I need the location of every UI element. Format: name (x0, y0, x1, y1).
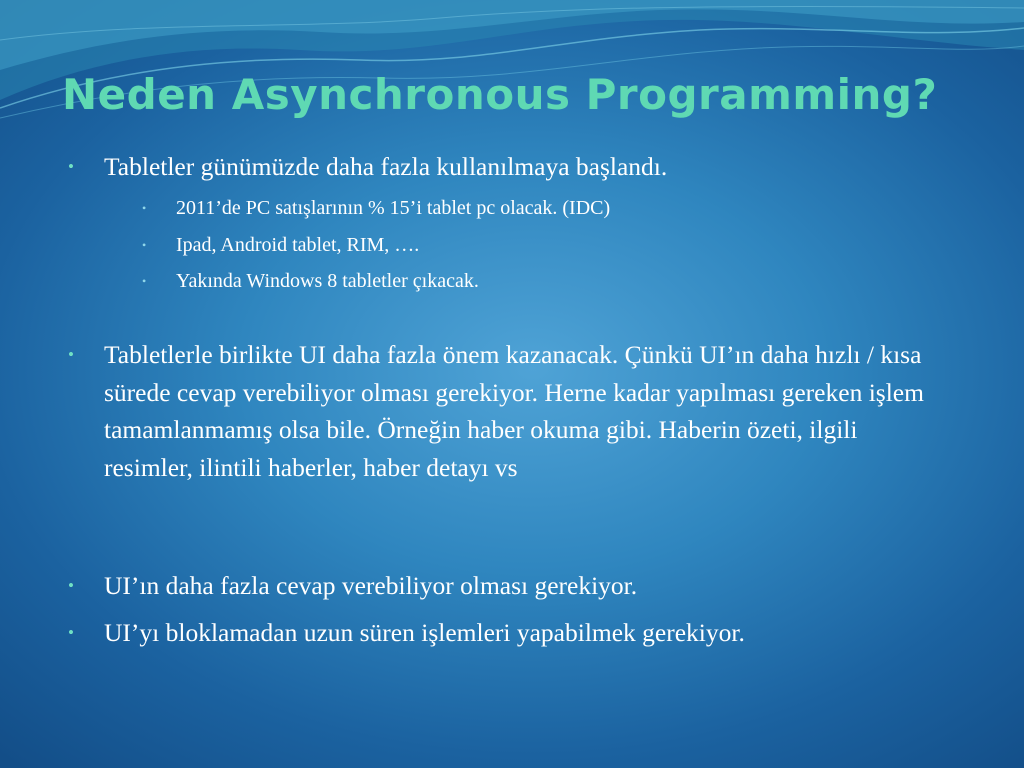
sub-bullet-item (142, 194, 936, 222)
sub-bullet-marker-icon: • (142, 201, 147, 215)
bullet-item (68, 336, 944, 486)
bullet-text: UI’ın daha fazla cevap verebiliyor olması gerekiyor. (104, 571, 638, 600)
bullet-text: Tabletler günümüzde daha fazla kullanılmaya başlandı. (104, 152, 668, 181)
sub-bullet-text: 2011’de PC satışlarının % 15’i tablet pc olacak. (IDC) (176, 197, 611, 219)
bullet-text: UI’yı bloklamadan uzun süren işlemleri yapabilmek gerekiyor. (104, 618, 745, 647)
bullet-item (68, 614, 944, 652)
bullet-marker-icon: • (68, 157, 74, 176)
bullet-marker-icon: • (68, 576, 74, 595)
sub-bullet-marker-icon: • (142, 274, 147, 288)
bullet-item (68, 148, 944, 186)
slide-title: Neden Asynchronous Programming? (62, 70, 938, 119)
sub-bullet-item (142, 267, 936, 295)
sub-bullet-marker-icon: • (142, 238, 147, 252)
sub-bullet-text: Ipad, Android tablet, RIM, …. (176, 234, 420, 256)
bullet-marker-icon: • (68, 345, 74, 364)
bullet-item (68, 567, 944, 605)
bullet-text: Tabletlerle birlikte UI daha fazla önem kazanacak. Çünkü UI’ın daha hızlı / kısa sürede cevap verebiliyor olması gerekiyor. Herne kadar yapılması gereken işlem tamamlanmamış olsa bile. Örneğin haber okuma gibi. Haberin özeti, ilgili resimler, ilintili haberler, haber detayı vs (104, 340, 924, 482)
sub-bullet-text: Yakında Windows 8 tabletler çıkacak. (176, 270, 479, 292)
bullet-marker-icon: • (68, 623, 74, 642)
sub-bullet-item (142, 231, 936, 259)
